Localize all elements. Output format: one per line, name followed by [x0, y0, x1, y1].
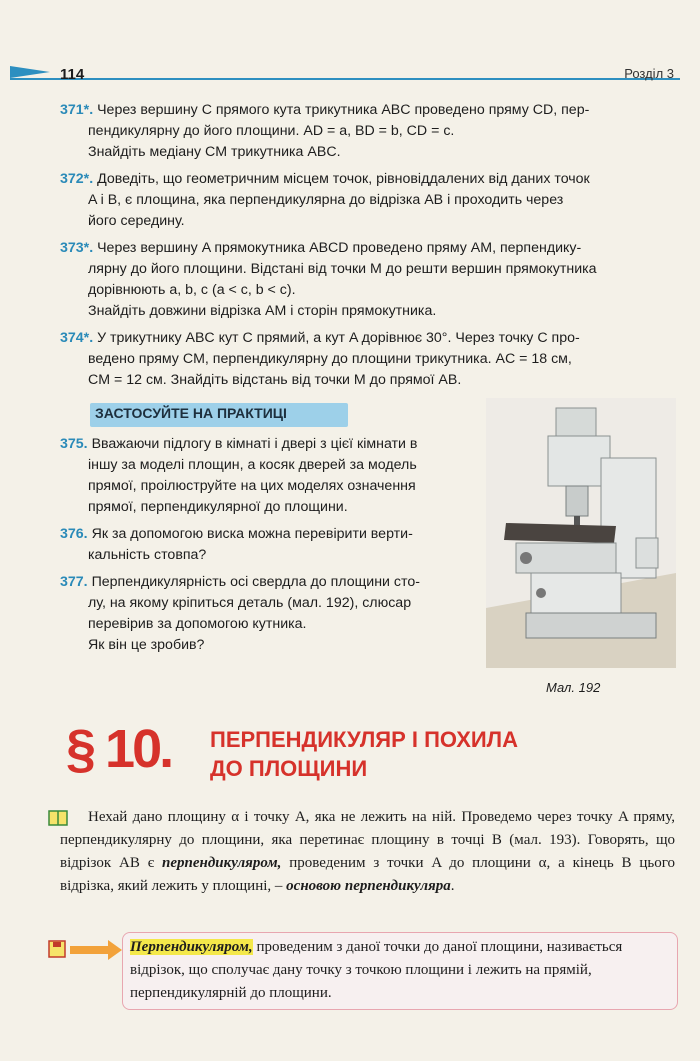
page-number: 114	[60, 66, 85, 83]
header-rule	[10, 78, 680, 80]
problem-375: 375. Вважаючи підлогу в кімнаті і двері з цієї кімнати в іншу за моделі площин, а косяк дверей за модель прямої, проілюструйте на цих моделях означення прямої, перпендикулярної до площини.	[60, 436, 418, 515]
arrow-right-icon	[70, 940, 122, 960]
intro-paragraph: Нехай дано площину α і точку A, яка не лежить на ній. Проведемо через точку A пряму, перпендикулярну до площини, яка перетинає площину в точці B (мал. 193). Говорять, що відрізок AB є перпендикуляром, проведеним з точки A до площини α, а кінець B цього відрізка, який лежить у площині, – основою перпендикуляра.	[60, 809, 676, 894]
section-title-line2: ДО ПЛОЩИНИ	[210, 756, 368, 781]
problem-376: 376. Як за допомогою виска можна перевірити верти- кальність стовпа?	[60, 526, 413, 563]
problem-number: 371*.	[60, 102, 94, 118]
problem-number: 377.	[60, 574, 88, 590]
problem-number: 376.	[60, 526, 88, 542]
definition-text: Перпендикуляром, проведеним з даної точки до даної площини, називається відрізок, що сполучає дану точку з точкою площини і лежить на прямій, перпендикулярній до площини.	[130, 939, 623, 1001]
problems-list	[60, 100, 675, 397]
section-title-line1: ПЕРПЕНДИКУЛЯР І ПОХИЛА	[210, 727, 518, 752]
problem-number: 374*.	[60, 330, 94, 346]
milling-machine-photo	[486, 398, 676, 668]
term-foot: основою перпендикуляра	[286, 878, 451, 894]
term-perpendicular: перпендикуляром,	[162, 855, 282, 871]
practice-list	[60, 434, 475, 662]
problem-374: 374*. У трикутнику ABC кут C прямий, а кут A дорівнює 30°. Через точку C про- ведено пряму CM, перпендикулярну до площини трикутника. AC = 18 см, CM = 12 см. Знайдіть відстань від точки M до прямої AB.	[60, 330, 580, 388]
practice-banner-label: ЗАСТОСУЙТЕ НА ПРАКТИЦІ	[95, 405, 287, 421]
header-flag	[10, 66, 50, 78]
problem-number: 372*.	[60, 171, 94, 187]
section-label: Розділ 3	[624, 66, 674, 81]
problem-number: 373*.	[60, 240, 94, 256]
problem-373: 373*. Через вершину A прямокутника ABCD проведено пряму AM, перпендику- лярну до його площини. Відстані від точки M до решти вершин прямокутника дорівнюють a, b, c (a < c, b < c). Знайдіть довжини відрізка AM і сторін прямокутника.	[60, 240, 597, 319]
problem-number: 375.	[60, 436, 88, 452]
definition-term: Перпендикуляром,	[130, 939, 253, 955]
problem-377: 377. Перпендикулярність осі свердла до площини сто- лу, на якому кріпиться деталь (мал. 192), слюсар перевірив за допомогою кутника. Як він це зробив?	[60, 574, 420, 653]
milling-machine-illustration	[486, 398, 676, 668]
floppy-disk-icon	[48, 940, 66, 958]
problem-372: 372*. Доведіть, що геометричним місцем точок, рівновіддалених від даних точок A і B, є площина, яка перпендикулярна до відрізка AB і проходить через його середину.	[60, 171, 590, 229]
problem-371: 371*. Через вершину C прямого кута трикутника ABC проведено пряму CD, пер- пендикулярну до його площини. AD = a, BD = b, CD = c. Знайдіть медіану CM трикутника ABC.	[60, 102, 590, 160]
section-number: § 10.	[66, 719, 172, 779]
figure-caption: Мал. 192	[546, 680, 601, 695]
